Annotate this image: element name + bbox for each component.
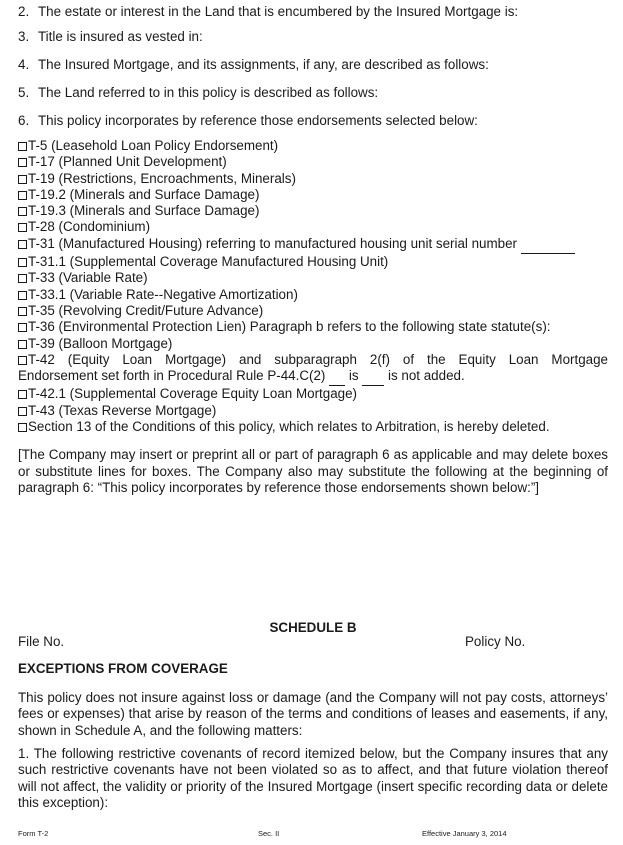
exceptions-intro: This policy does not insure against loss or damage (and the Company will not pay costs, attorneys’ fees or expenses) that arise by reason of the terms and conditions of leases and easements, if any, shown in Schedule A, and the following matters: bbox=[18, 690, 608, 738]
endorsement-t31 bbox=[18, 236, 608, 254]
endorsement-section13 bbox=[18, 419, 608, 435]
item-number: 3. bbox=[18, 28, 30, 44]
rule-blank[interactable] bbox=[329, 369, 345, 386]
checkbox[interactable] bbox=[18, 407, 27, 416]
document-page bbox=[18, 0, 608, 838]
checkbox[interactable] bbox=[18, 291, 27, 300]
exception-item-1: 1. The following restrictive covenants of record itemized below, but the Company insures that any such restrictive covenants have not been violated so as to affect, and that future violation thereof will not affect, the validity or priority of the Insured Mortgage (insert specific recording data or delete this exception): bbox=[18, 746, 608, 810]
checkbox[interactable] bbox=[18, 423, 27, 432]
endorsement-t5 bbox=[18, 138, 608, 154]
endorsement-label: T-19.2 (Minerals and Surface Damage) bbox=[28, 186, 260, 202]
numbered-item-2 bbox=[18, 0, 608, 22]
endorsement-label: T-43 (Texas Reverse Mortgage) bbox=[28, 402, 217, 418]
endorsement-label: T-35 (Revolving Credit/Future Advance) bbox=[28, 302, 264, 318]
numbered-items bbox=[18, 0, 608, 134]
endorsement-t28 bbox=[18, 219, 608, 235]
endorsement-t35 bbox=[18, 303, 608, 319]
endorsement-label: T-17 (Planned Unit Development) bbox=[28, 154, 227, 170]
numbered-item-6 bbox=[18, 106, 608, 134]
endorsement-label: T-36 (Environmental Protection Lien) Paragraph b refers to the following state statute(s): bbox=[28, 319, 551, 335]
endorsement-t31-1 bbox=[18, 254, 608, 270]
endorsement-label: T-42.1 (Supplemental Coverage Equity Loan Mortgage) bbox=[28, 386, 358, 402]
numbered-item-5 bbox=[18, 78, 608, 106]
footer-form: Form T-2 bbox=[18, 829, 49, 838]
endorsement-label: T-33 (Variable Rate) bbox=[28, 270, 148, 286]
checkbox[interactable] bbox=[18, 223, 27, 232]
serial-number-blank[interactable] bbox=[521, 237, 575, 254]
item-number: 5. bbox=[18, 84, 30, 100]
item-number: 6. bbox=[18, 112, 30, 128]
endorsement-t17 bbox=[18, 154, 608, 170]
checkbox[interactable] bbox=[18, 356, 27, 365]
endorsement-label: T-19.3 (Minerals and Surface Damage) bbox=[28, 203, 260, 219]
checkbox[interactable] bbox=[18, 158, 27, 167]
endorsement-label: Endorsement set forth in Procedural Rule P-44.C(2) bbox=[18, 368, 326, 384]
numbered-item-4 bbox=[18, 50, 608, 78]
item-text: The Land referred to in this policy is described as follows: bbox=[38, 84, 379, 100]
item-number: 4. bbox=[18, 56, 30, 72]
checkbox[interactable] bbox=[18, 207, 27, 216]
endorsement-label: T-31 (Manufactured Housing) referring to manufactured housing unit serial number bbox=[28, 235, 518, 251]
endorsement-label: T-5 (Leasehold Loan Policy Endorsement) bbox=[28, 138, 279, 153]
endorsement-t19 bbox=[18, 171, 608, 187]
endorsement-t33 bbox=[18, 270, 608, 286]
item-number: 2. bbox=[18, 3, 30, 19]
footer-effective-date: Effective January 3, 2014 bbox=[422, 829, 507, 838]
endorsement-label: T-31.1 (Supplemental Coverage Manufactured Housing Unit) bbox=[28, 254, 389, 270]
schedule-title: SCHEDULE B bbox=[269, 620, 357, 635]
checkbox[interactable] bbox=[18, 175, 27, 184]
endorsement-t42-1 bbox=[18, 386, 608, 402]
checkbox[interactable] bbox=[18, 240, 27, 249]
added-blank[interactable] bbox=[362, 369, 384, 386]
item-text: The Insured Mortgage, and its assignments, if any, are described as follows: bbox=[38, 56, 489, 72]
endorsement-t19-3 bbox=[18, 203, 608, 219]
item-text: Title is insured as vested in: bbox=[38, 28, 203, 44]
endorsement-t42 bbox=[18, 352, 608, 368]
endorsement-label: T-39 (Balloon Mortgage) bbox=[28, 335, 173, 351]
endorsement-label: Section 13 of the Conditions of this policy, which relates to Arbitration, is hereby deleted. bbox=[28, 419, 550, 435]
policy-no-label: Policy No. bbox=[465, 634, 526, 649]
endorsement-label: T-33.1 (Variable Rate--Negative Amortization) bbox=[28, 286, 298, 302]
is-label: is bbox=[348, 368, 359, 384]
endorsement-label: T-42 (Equity Loan Mortgage) and subparagraph 2(f) of the Equity Loan Mortgage bbox=[28, 351, 608, 367]
endorsement-t36 bbox=[18, 319, 608, 335]
endorsement-label: T-28 (Condominium) bbox=[28, 219, 151, 235]
checkbox[interactable] bbox=[18, 340, 27, 349]
checkbox[interactable] bbox=[18, 390, 27, 399]
checkbox[interactable] bbox=[18, 323, 27, 332]
numbered-item-3 bbox=[18, 22, 608, 50]
endorsement-label: T-19 (Restrictions, Encroachments, Minerals) bbox=[28, 170, 296, 186]
endorsement-t43 bbox=[18, 403, 608, 419]
paragraph-6-note: [The Company may insert or preprint all or part of paragraph 6 as applicable and may delete boxes or substitute lines for boxes. The Company also may substitute the following at the beginning of paragraph 6: “This policy incorporates by reference those endorsements shown below:”] bbox=[18, 447, 608, 496]
endorsement-t19-2 bbox=[18, 187, 608, 203]
checkbox[interactable] bbox=[18, 191, 27, 200]
item-text: The estate or interest in the Land that is encumbered by the Insured Mortgage is: bbox=[38, 3, 519, 19]
checkbox[interactable] bbox=[18, 258, 27, 267]
checkbox[interactable] bbox=[18, 274, 27, 283]
footer-section: Sec. II bbox=[258, 829, 280, 838]
checkbox[interactable] bbox=[18, 307, 27, 316]
exceptions-heading: EXCEPTIONS FROM COVERAGE bbox=[18, 661, 228, 676]
endorsement-t42-continued bbox=[18, 368, 608, 386]
checkbox[interactable] bbox=[18, 142, 27, 151]
endorsement-label: is not added. bbox=[388, 368, 465, 384]
endorsement-t33-1 bbox=[18, 287, 608, 303]
endorsement-t39 bbox=[18, 336, 608, 352]
file-no-label: File No. bbox=[18, 634, 65, 649]
item-text: This policy incorporates by reference those endorsements selected below: bbox=[38, 112, 478, 128]
endorsement-checklist bbox=[18, 138, 608, 435]
